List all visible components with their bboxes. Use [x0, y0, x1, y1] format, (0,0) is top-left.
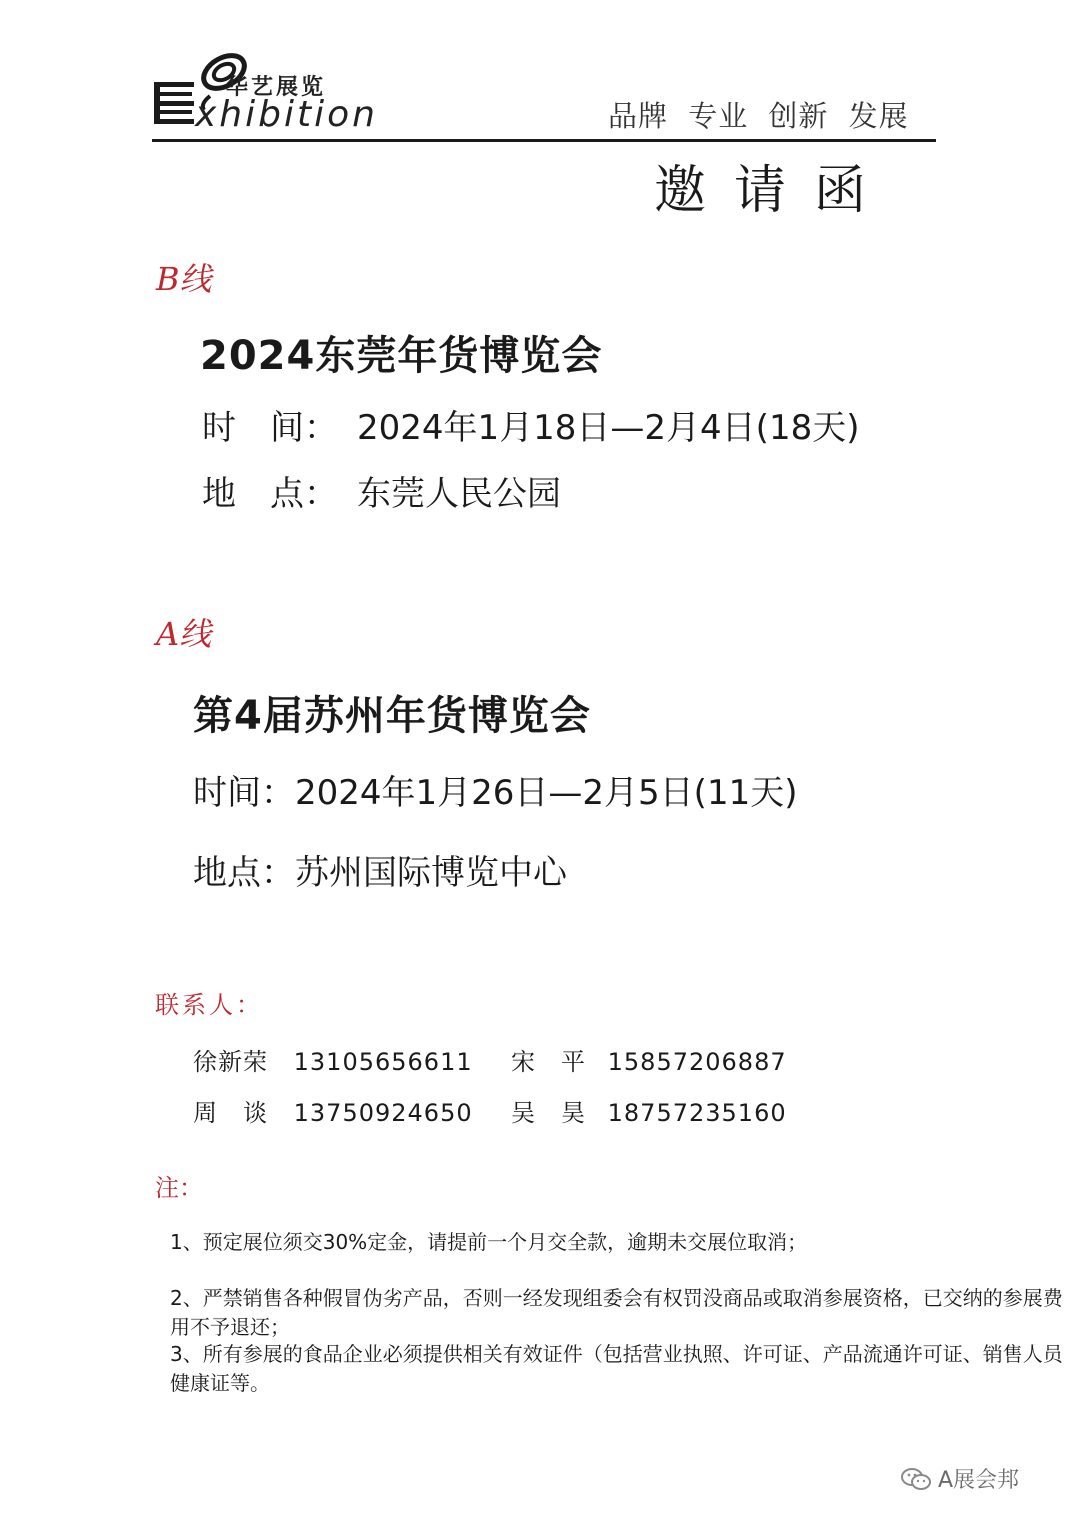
contact-entry: [193, 1093, 473, 1128]
header-divider: [152, 139, 936, 142]
contact-name: 周 谈: [193, 1099, 268, 1127]
time-value: 2024年1月18日—2月4日(18天): [357, 408, 860, 448]
contact-phone: 15857206887: [607, 1048, 787, 1076]
time-label: 时 间：: [202, 408, 338, 448]
expo-b-time: [202, 400, 859, 449]
contact-name: 吴 昊: [511, 1099, 586, 1127]
expo-a-time: [193, 765, 797, 814]
contact-phone: 18757235160: [607, 1099, 787, 1127]
note-item: 3、所有参展的食品企业必须提供相关有效证件（包括营业执照、许可证、产品流通许可证、销售人员健康证等。: [170, 1342, 1063, 1395]
expo-b-place: [202, 466, 561, 515]
place-label: 地 点：: [202, 474, 338, 514]
document-title: 邀请函: [654, 161, 895, 221]
contact-entry: [511, 1093, 787, 1128]
expo-a-title: 第4届苏州年货博览会: [193, 693, 591, 739]
contact-phone: 13750924650: [293, 1099, 473, 1127]
logo-chinese-text: 华艺展览: [226, 75, 327, 100]
expo-b-title: 2024东莞年货博览会: [200, 333, 603, 379]
contacts-label: 联系人：: [155, 991, 263, 1019]
watermark: [900, 1463, 1019, 1494]
slogan: 品牌 专业 创新 发展: [608, 99, 909, 133]
notes-label: 注：: [155, 1174, 203, 1202]
place-value: 苏州国际博览中心: [295, 853, 567, 893]
note-item: 2、严禁销售各种假冒伪劣产品，否则一经发现组委会有权罚没商品或取消参展资格，已交纳的参展费用不予退还；: [170, 1286, 1063, 1339]
contact-entry: [511, 1042, 787, 1077]
logo-english-text: xhibition: [195, 94, 378, 135]
time-value: 2024年1月26日—2月5日(11天): [295, 773, 798, 813]
time-label: 时间：: [193, 773, 295, 813]
contact-name: 徐新荣: [193, 1048, 268, 1076]
expo-a-place: [193, 845, 567, 894]
place-value: 东莞人民公园: [357, 474, 561, 514]
watermark-text: A展会邦: [938, 1468, 1020, 1493]
note-item: 1、预定展位须交30%定金，请提前一个月交全款，逾期未交展位取消；: [170, 1230, 808, 1254]
contact-phone: 13105656611: [293, 1048, 473, 1076]
line-a-tag: A线: [156, 615, 212, 653]
place-label: 地点：: [193, 853, 295, 893]
line-b-tag: B线: [156, 260, 212, 298]
contact-name: 宋 平: [511, 1048, 586, 1076]
contact-entry: [193, 1042, 473, 1077]
wechat-icon: [900, 1466, 932, 1492]
